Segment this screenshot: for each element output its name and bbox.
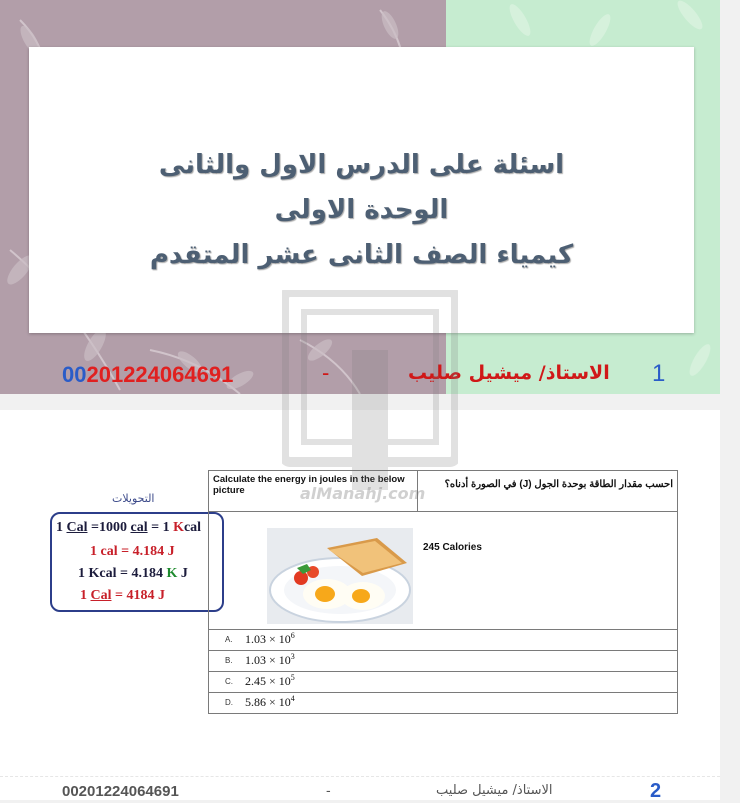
option-value: $1.03 \times 10^6$: [245, 631, 295, 646]
title-line-course: كيمياء الصف الثانى عشر المتقدم: [149, 240, 574, 270]
option-value: $2.45 \times 10^5$: [245, 673, 295, 688]
option-letter: B.: [225, 656, 233, 665]
option-b[interactable]: [209, 651, 678, 672]
option-c[interactable]: [209, 672, 678, 693]
phone-number: 00201224064691: [62, 783, 179, 800]
breakfast-plate-image: [267, 528, 413, 624]
option-letter: A.: [225, 635, 233, 644]
title-line-unit: الوحدة الاولى: [274, 195, 449, 225]
question-image-cell: [209, 512, 678, 630]
conversion-line-3: 1 Kcal = 4.184 K J: [78, 566, 188, 581]
calories-label: 245 Calories: [423, 542, 482, 553]
teacher-name: الاستاذ/ ميشيل صليب: [408, 362, 610, 384]
question-english: Calculate the energy in joules in the below picture: [209, 471, 418, 512]
slide-page-2: [0, 410, 720, 800]
conversion-line-4: 1 Cal = 4184 J: [80, 588, 165, 603]
footer-separator: -: [322, 360, 330, 385]
page-number: 1: [652, 360, 666, 387]
conversion-line-2: 1 cal = 4.184 J: [90, 544, 175, 559]
page-number: 2: [650, 780, 662, 802]
title-text-block: [29, 143, 694, 278]
conversions-heading: التحويلات: [112, 492, 155, 505]
phone-number: [62, 362, 233, 388]
conversion-line-1: 1 Cal =1000 cal = 1 Kcal: [56, 520, 202, 535]
option-value: $5.86 \times 10^4$: [245, 694, 295, 709]
option-value: $1.03 \times 10^3$: [245, 652, 295, 667]
conversions-box: [50, 512, 224, 612]
option-letter: C.: [225, 677, 233, 686]
teacher-name: الاستاذ/ ميشيل صليب: [436, 783, 553, 798]
watermark-text: alManahj.com: [300, 484, 426, 503]
option-a[interactable]: [209, 630, 678, 651]
footer-separator: -: [326, 782, 331, 798]
slide-page-1: [0, 0, 720, 394]
question-table: [208, 470, 678, 714]
page-2-footer: [0, 776, 720, 801]
phone-rest: 201224064691: [86, 362, 234, 387]
option-d[interactable]: [209, 693, 678, 714]
option-letter: D.: [225, 698, 233, 707]
phone-prefix: 00: [62, 362, 87, 387]
title-line-questions: اسئلة على الدرس الاول والثانى: [158, 150, 565, 180]
question-arabic: احسب مقدار الطاقة بوحدة الجول (J) في الصورة أدناه؟: [418, 471, 678, 512]
page-1-footer: [0, 358, 720, 394]
title-card: [29, 47, 694, 333]
